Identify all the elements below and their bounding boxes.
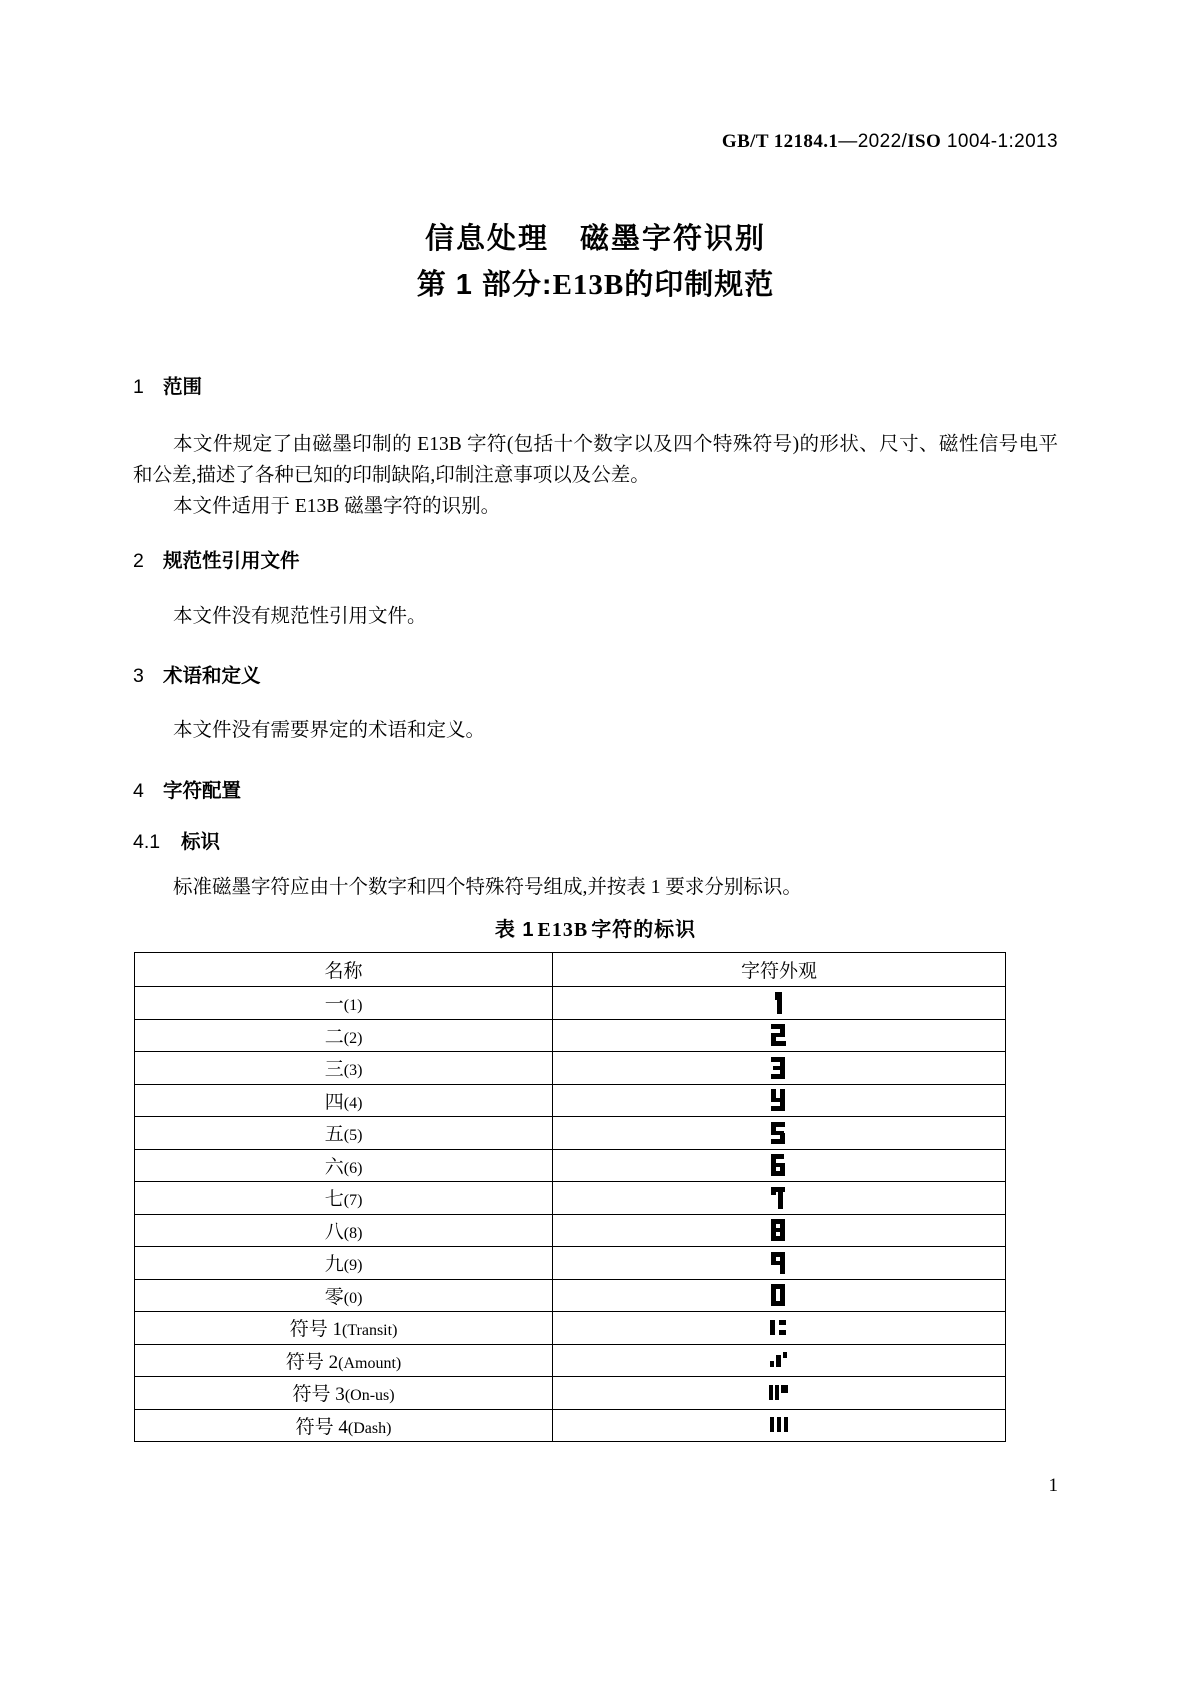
e13b-digit-3-icon <box>766 1055 792 1081</box>
row-name-cn: 符号 3 <box>292 1384 345 1406</box>
row-name-cell <box>135 1312 553 1345</box>
e13b-digit-8-icon <box>766 1217 792 1243</box>
section-number-1: 1 <box>133 376 144 398</box>
column-header-name: 名称 <box>135 953 553 987</box>
row-name-cell <box>135 1117 553 1150</box>
table-row <box>135 1312 1006 1345</box>
subsection-heading-4-1 <box>133 826 220 854</box>
e13b-digit-1-icon <box>766 990 792 1016</box>
title-line-2 <box>133 262 1058 308</box>
row-name-cn: 五 <box>324 1124 344 1146</box>
row-glyph-cell <box>553 1312 1006 1345</box>
row-glyph-cell <box>553 987 1006 1020</box>
section-heading-1 <box>133 371 202 399</box>
section-heading-3 <box>133 660 261 688</box>
row-name-cn: 七 <box>324 1189 344 1211</box>
row-name-cell <box>135 1084 553 1117</box>
row-name-cell <box>135 1279 553 1312</box>
row-name-cn: 四 <box>324 1091 344 1113</box>
row-glyph-cell <box>553 1377 1006 1410</box>
row-name-paren: (6) <box>343 1159 363 1177</box>
row-glyph-cell <box>553 1409 1006 1442</box>
row-name-cn: 九 <box>324 1254 344 1276</box>
row-glyph-cell <box>553 1052 1006 1085</box>
header-standard-code: GB/T 12184.1 <box>721 131 839 152</box>
row-name-cn: 零 <box>324 1286 344 1308</box>
row-glyph-cell <box>553 1182 1006 1215</box>
table-row <box>135 987 1006 1020</box>
section-1-paragraph-1: 本文件规定了由磁墨印制的 E13B 字符(包括十个数字以及四个特殊符号)的形状、尺寸、磁性信号电平和公差,描述了各种已知的印制缺陷,印制注意事项以及公差。 <box>133 434 1058 486</box>
column-header-appearance: 字符外观 <box>553 953 1006 987</box>
row-name-paren: (On-us) <box>344 1387 395 1405</box>
e13b-symbol-amount-icon <box>766 1347 792 1373</box>
header-iso-label: ISO <box>907 131 942 152</box>
subsection-title: 标识 <box>181 831 221 853</box>
row-name-paren: (2) <box>343 1029 363 1047</box>
row-glyph-cell <box>553 1117 1006 1150</box>
section-heading-4 <box>133 775 241 803</box>
row-name-cell <box>135 1019 553 1052</box>
row-name-cell <box>135 1409 553 1442</box>
row-name-paren: (1) <box>343 997 363 1015</box>
page-content <box>133 0 1058 1684</box>
row-name-cn: 符号 1 <box>289 1319 342 1341</box>
table-row <box>135 1182 1006 1215</box>
section-3-paragraph-1: 本文件没有需要界定的术语和定义。 <box>173 720 486 741</box>
row-glyph-cell <box>553 1084 1006 1117</box>
table-row <box>135 1377 1006 1410</box>
e13b-digit-5-icon <box>766 1120 792 1146</box>
row-name-cn: 符号 2 <box>285 1351 339 1373</box>
section-title-4: 字符配置 <box>163 780 242 802</box>
row-name-paren: (7) <box>343 1192 363 1210</box>
e13b-digit-6-icon <box>766 1152 792 1178</box>
row-name-cn: 三 <box>324 1059 344 1081</box>
section-2-paragraph-1: 本文件没有规范性引用文件。 <box>173 606 427 627</box>
row-glyph-cell <box>553 1247 1006 1280</box>
row-glyph-cell <box>553 1019 1006 1052</box>
table-header-row <box>135 953 1006 987</box>
row-name-cn: 一 <box>324 994 344 1016</box>
table-row <box>135 1247 1006 1280</box>
table-row <box>135 1214 1006 1247</box>
table-caption-prefix: 表 1 <box>494 919 535 941</box>
e13b-digit-2-icon <box>766 1022 792 1048</box>
e13b-digit-7-icon <box>766 1185 792 1211</box>
header-year: —2022/ <box>838 131 908 152</box>
table-row <box>135 1344 1006 1377</box>
section-title-3: 术语和定义 <box>163 665 261 687</box>
row-name-cell <box>135 1377 553 1410</box>
table-row <box>135 1117 1006 1150</box>
e13b-digit-4-icon <box>766 1087 792 1113</box>
header-iso-number: 1004-1:2013 <box>941 131 1058 152</box>
section-heading-2 <box>133 545 300 573</box>
row-name-cell <box>135 1052 553 1085</box>
title-part-suffix: 的印制规范 <box>624 268 775 301</box>
document-header <box>722 131 1058 153</box>
row-name-paren: (8) <box>343 1224 363 1242</box>
table-row <box>135 1084 1006 1117</box>
table-row <box>135 1149 1006 1182</box>
section-number-3: 3 <box>133 665 144 687</box>
table-row <box>135 1279 1006 1312</box>
row-name-cn: 二 <box>324 1026 344 1048</box>
subsection-number: 4.1 <box>133 831 161 853</box>
section-number-2: 2 <box>133 550 144 572</box>
e13b-symbol-dash-icon <box>766 1412 792 1438</box>
section-title-2: 规范性引用文件 <box>163 550 300 572</box>
row-name-cn: 六 <box>324 1156 344 1178</box>
row-name-cell <box>135 1214 553 1247</box>
table-row <box>135 1052 1006 1085</box>
row-name-cell <box>135 1344 553 1377</box>
e13b-digit-0-icon <box>766 1282 792 1308</box>
section-1-paragraph-2: 本文件适用于 E13B 磁墨字符的识别。 <box>173 496 501 517</box>
table-body <box>135 987 1006 1442</box>
row-name-cell <box>135 1149 553 1182</box>
page-number: 1 <box>1048 1475 1058 1496</box>
table-row <box>135 1409 1006 1442</box>
table-caption-latin: E13B <box>537 919 589 941</box>
row-name-paren: (Amount) <box>338 1354 402 1372</box>
e13b-character-table <box>134 952 1006 1442</box>
row-name-paren: (4) <box>343 1094 363 1112</box>
section-title-1: 范围 <box>163 376 203 398</box>
table-row <box>135 1019 1006 1052</box>
row-name-paren: (9) <box>343 1257 363 1275</box>
table-caption-suffix: 字符的标识 <box>591 919 697 941</box>
row-glyph-cell <box>553 1149 1006 1182</box>
row-glyph-cell <box>553 1344 1006 1377</box>
section-number-4: 4 <box>133 780 144 802</box>
row-name-cell <box>135 1182 553 1215</box>
title-line-1: 信息处理 磁墨字符识别 <box>424 223 766 255</box>
row-name-paren: (0) <box>343 1289 363 1307</box>
row-glyph-cell <box>553 1214 1006 1247</box>
row-name-paren: (Transit) <box>341 1322 398 1340</box>
subsection-4-1-paragraph: 标准磁墨字符应由十个数字和四个特殊符号组成,并按表 1 要求分别标识。 <box>173 877 802 898</box>
e13b-digit-9-icon <box>766 1250 792 1276</box>
row-name-cn: 符号 4 <box>295 1416 348 1438</box>
e13b-symbol-on-us-icon <box>766 1380 792 1406</box>
title-part-latin: E13B <box>552 268 625 301</box>
row-name-paren: (Dash) <box>347 1419 392 1437</box>
row-glyph-cell <box>553 1279 1006 1312</box>
table-caption <box>133 913 1058 942</box>
title-part-prefix: 第 1 部分: <box>416 268 553 301</box>
row-name-cell <box>135 1247 553 1280</box>
row-name-cell <box>135 987 553 1020</box>
row-name-paren: (3) <box>343 1062 363 1080</box>
e13b-symbol-transit-icon <box>766 1315 792 1341</box>
document-title <box>133 218 1058 308</box>
row-name-cn: 八 <box>324 1221 344 1243</box>
row-name-paren: (5) <box>343 1127 363 1145</box>
